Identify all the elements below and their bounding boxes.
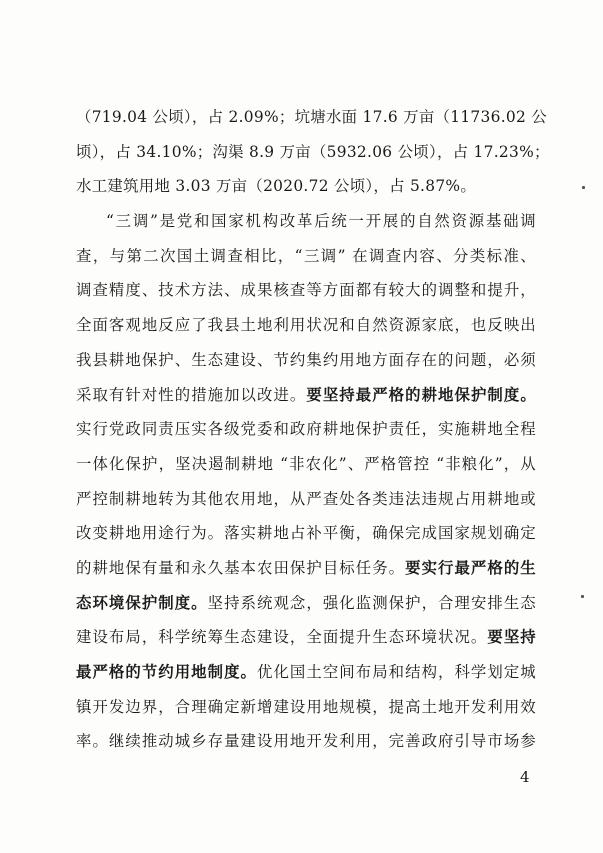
scan-speck: [581, 595, 584, 598]
text-line: [76, 447, 536, 482]
page-number: 4: [520, 768, 530, 786]
text-line: [76, 620, 536, 655]
document-body: [76, 100, 550, 759]
bold-text-segment: 要坚持最严格的耕地保护制度。: [306, 385, 537, 404]
text-segment: 水工建筑用地 3.03 万亩（2020.72 公顷），占 5.87%。: [76, 177, 477, 196]
text-line: [76, 135, 550, 170]
text-segment: 建设布局，科学统筹生态建设，全面提升生态环境状况。: [76, 628, 488, 647]
text-line: [76, 169, 536, 204]
text-line: [76, 343, 536, 378]
text-line: [76, 655, 536, 690]
text-segment: 优化国土空间布局和结构，科学划定城: [257, 663, 536, 681]
bold-text-segment: 态环境保护制度。: [76, 593, 208, 612]
text-line: [76, 690, 536, 725]
text-segment: 一体化保护，坚决遏制耕地 “非农化”、严格管控 “非粮化”，从: [76, 454, 536, 473]
text-line: [76, 586, 536, 621]
text-line: [76, 551, 536, 586]
text-line: [76, 378, 536, 413]
scan-speck: [582, 186, 585, 189]
text-segment: 顷），占 34.10%；沟渠 8.9 万亩（5932.06 公顷），占 17.23%；: [76, 142, 550, 161]
text-segment: 采取有针对性的措施加以改进。: [76, 385, 307, 404]
text-segment: （719.04 公顷），占 2.09%；坑塘水面 17.6 万亩（11736.02 公: [76, 108, 547, 126]
text-line: [76, 273, 536, 308]
text-segment: “三调”是党和国家机构改革后统一开展的自然资源基础调: [106, 212, 536, 231]
text-line: [76, 204, 536, 239]
text-segment: 镇开发边界，合理确定新增建设用地规模，提高土地开发利用效: [76, 697, 536, 716]
text-line: [76, 724, 536, 759]
text-segment: 改变耕地用途行为。落实耕地占补平衡，确保完成国家规划确定: [76, 524, 536, 543]
text-segment: 全面客观地反应了我县土地利用状况和自然资源家底，也反映出: [76, 316, 536, 335]
text-line: [76, 239, 536, 274]
text-line: [76, 412, 536, 447]
text-segment: 坚持系统观念，强化监测保护，合理安排生态: [207, 593, 536, 612]
text-segment: 查，与第二次国土调查相比，“三调” 在调查内容、分类标准、: [76, 246, 536, 265]
text-segment: 的耕地保有量和永久基本农田保护目标任务。: [76, 558, 406, 577]
text-segment: 我县耕地保护、生态建设、节约集约用地方面存在的问题，必须: [76, 350, 536, 369]
bold-text-segment: 最严格的节约用地制度。: [76, 663, 258, 681]
text-segment: 率。继续推动城乡存量建设用地开发利用，完善政府引导市场参: [76, 732, 536, 751]
text-segment: 调查精度、技术方法、成果核查等方面都有较大的调整和提升，: [76, 281, 536, 300]
text-segment: 严控制耕地转为其他农用地，从严查处各类违法违规占用耕地或: [76, 489, 536, 508]
text-line: [76, 516, 536, 551]
text-segment: 实行党政同责压实各级党委和政府耕地保护责任，实施耕地全程: [76, 420, 536, 439]
bold-text-segment: 要坚持: [487, 628, 536, 647]
text-line: [76, 308, 536, 343]
text-line: [76, 482, 536, 517]
bold-text-segment: 要实行最严格的生: [405, 558, 536, 577]
text-line: [76, 100, 547, 135]
